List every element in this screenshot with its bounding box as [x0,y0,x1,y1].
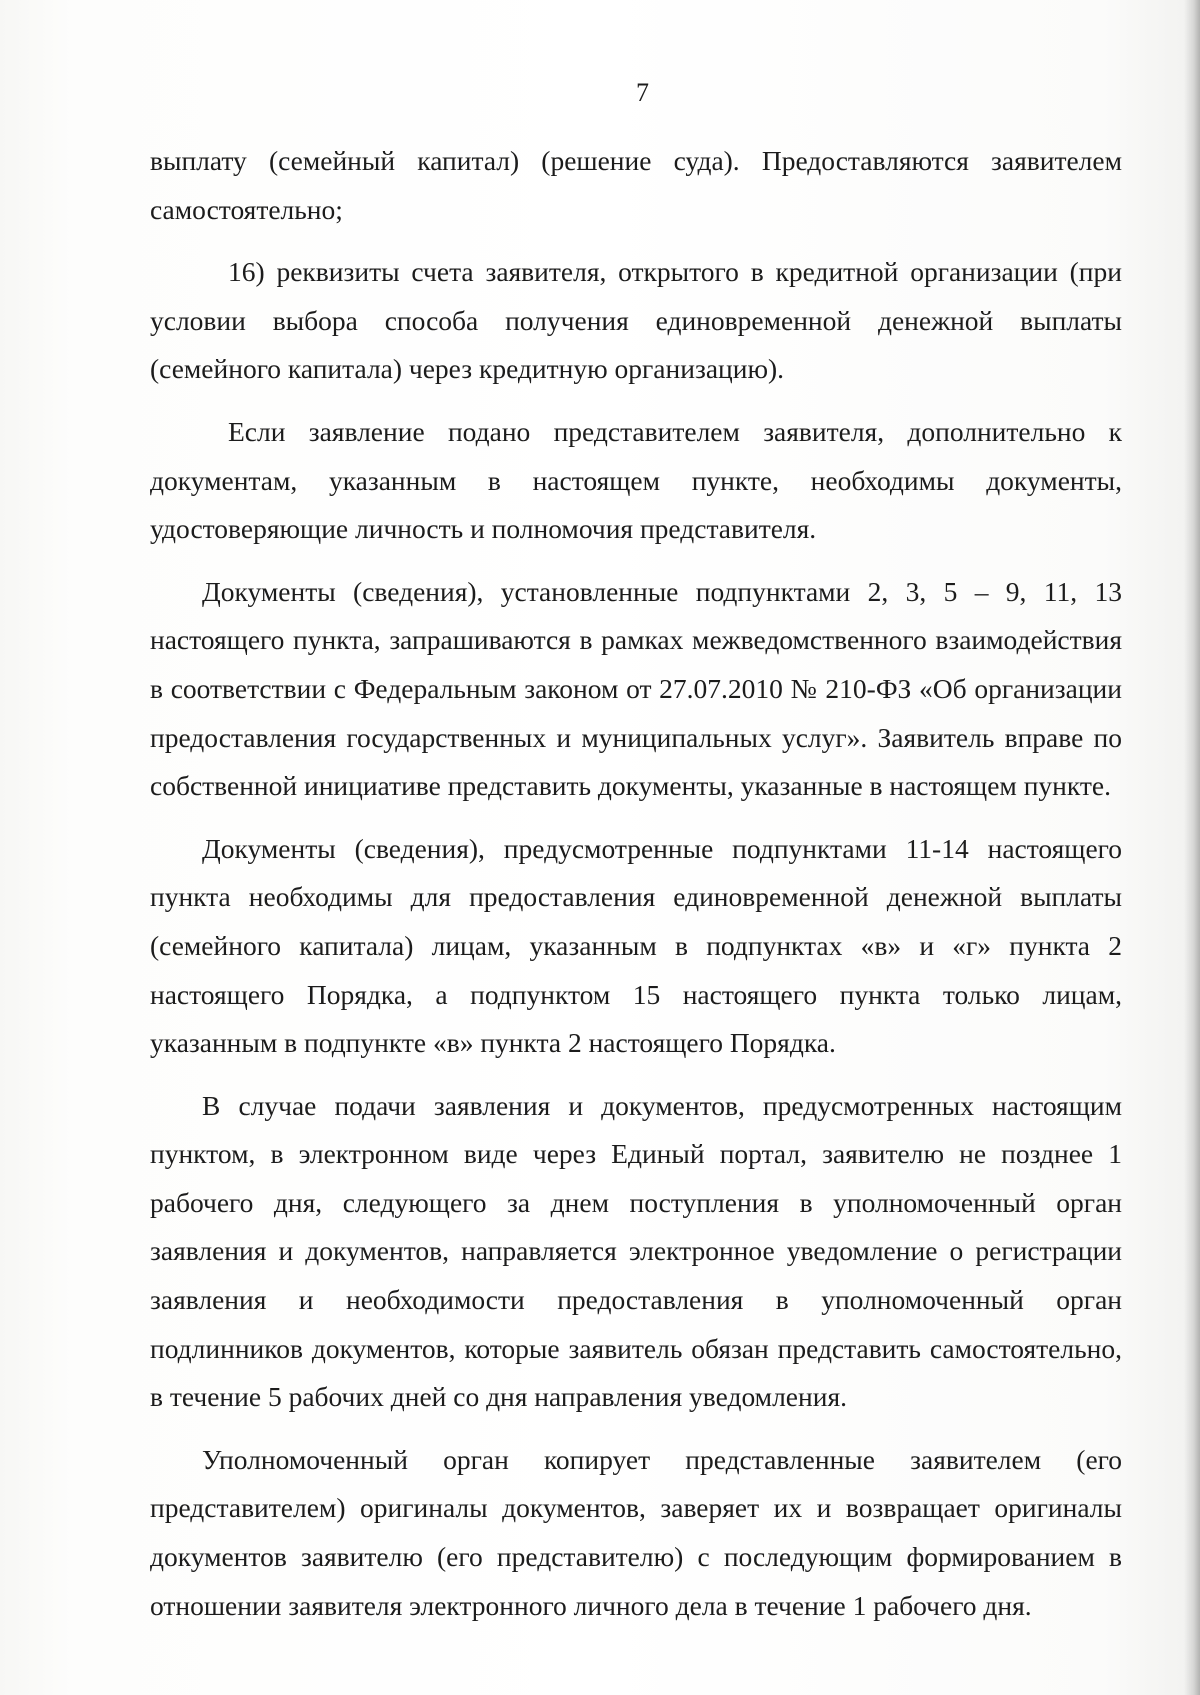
paragraph-electronic-submission: В случае подачи заявления и документов, предусмотренных настоящим пунктом, в электронном виде через Единый портал, заявителю не позднее 1 рабочего дня, следующего за днем поступления в уполномоченный орган заявления и документов, направляется электронное уведомление о регистрации заявления и необходимости предоставления в уполномоченный орган подлинников документов, которые заявитель обязан представить самостоятельно, в течение 5 рабочих дней со дня направления уведомления. [150,1089,1122,1413]
paragraph-continuation: выплату (семейный капитал) (решение суда). Предоставляются заявителем самостоятельно; [150,145,1122,225]
paragraph-copy-originals: Уполномоченный орган копирует представленные заявителем (его представителем) оригиналы документов, заверяет их и возвращает оригиналы документов заявителю (его представителю) с последующим формированием в отношении заявителя электронного личного дела в течение 1 рабочего дня. [150,1443,1122,1621]
paragraph-item-16: 16) реквизиты счета заявителя, открытого в кредитной организации (при условии выбора способа получения единовременной денежной выплаты (семейного капитала) через кредитную организацию). [150,256,1122,385]
scan-edge-shadow [1184,0,1200,1695]
document-body [150,137,1122,1630]
paragraph-representative: Если заявление подано представителем заявителя, дополнительно к документам, указанным в настоящем пункте, необходимы документы, удостоверяющие личность и полномочия представителя. [150,415,1122,545]
paragraph-documents-required: Документы (сведения), предусмотренные подпунктами 11-14 настоящего пункта необходимы для предоставления единовременной денежной выплаты (семейного капитала) лицам, указанным в подпунктах «в» и «г» пункта 2 настоящего Порядка, а подпунктом 15 настоящего пункта только лицам, указанным в подпункте «в» пункта 2 настоящего Порядка. [150,832,1122,1059]
paragraph-interagency-request: Документы (сведения), установленные подпунктами 2, 3, 5 – 9, 11, 13 настоящего пункта, запрашиваются в рамках межведомственного взаимодействия в соответствии с Федеральным законом от 27.07.2010 № 210-ФЗ «Об организации предоставления государственных и муниципальных услуг». Заявитель вправе по собственной инициативе представить документы, указанные в настоящем пункте. [150,575,1122,802]
page-number: 7 [636,78,649,107]
